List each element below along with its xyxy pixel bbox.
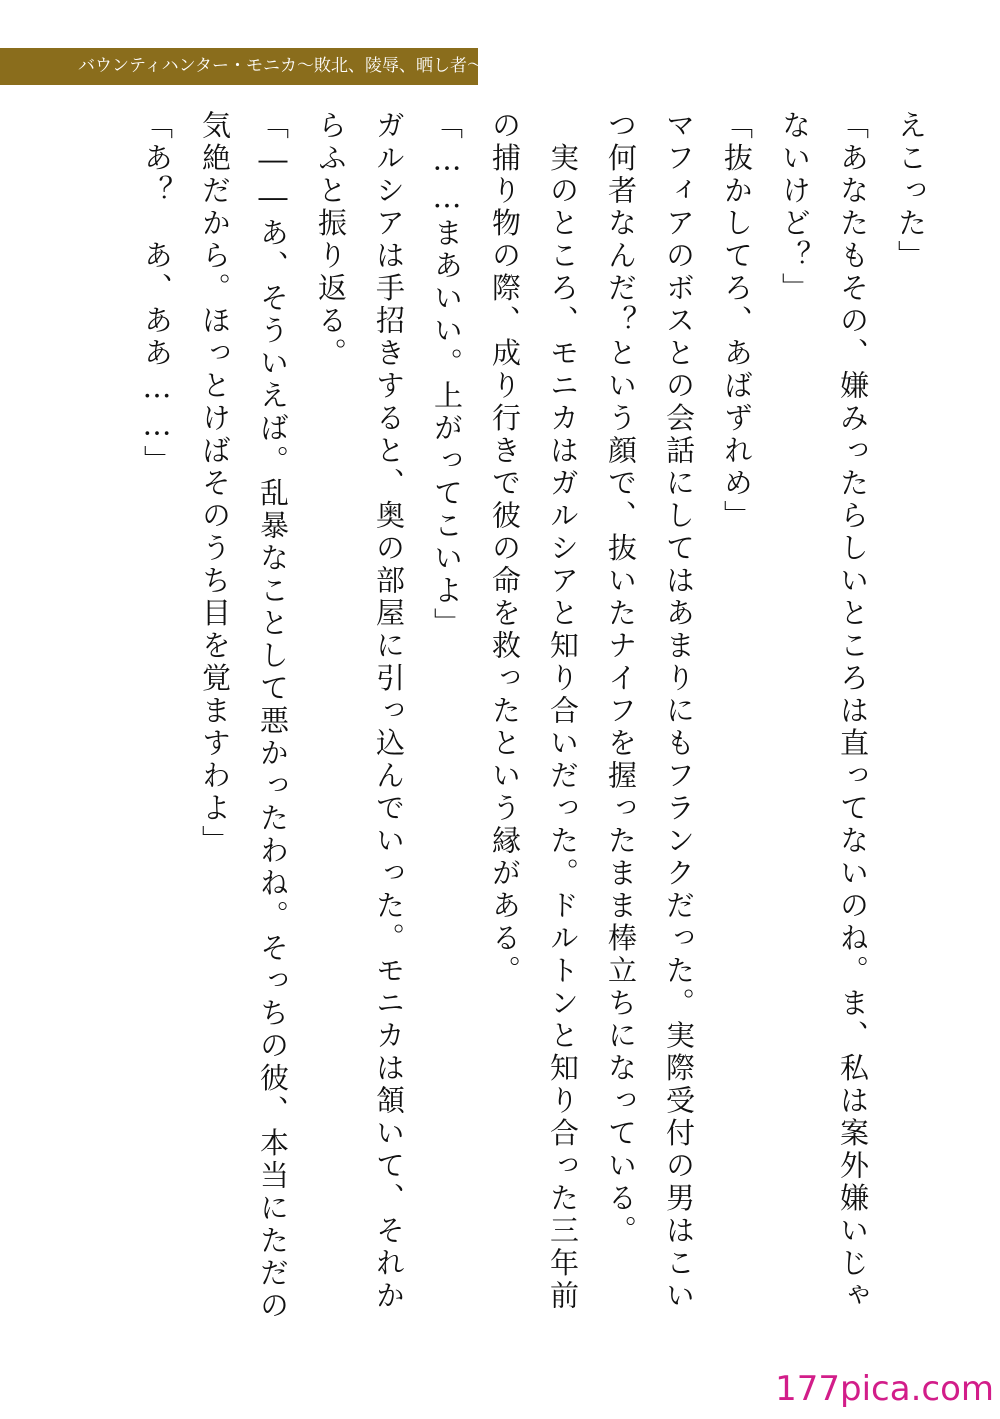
running-header (0, 48, 484, 85)
paragraph: えこった」 (894, 110, 928, 273)
watermark: 177pica.com (775, 1369, 994, 1409)
running-header-title: バウンティハンター・モニカ〜敗北、陵辱、晒し者〜 (78, 56, 484, 76)
paragraph: マフィアのボスとの会話にしてはあまりにもフランクだった。実際受付の男はこいつ何者なんだ？という顔で、抜いたナイフを握ったまま棒立ちになっている。 (604, 110, 696, 1313)
paragraph: 実のところ、モニカはガルシアと知り合いだった。ドルトンと知り合った三年前の捕り物の際、成り行きで彼の命を救ったという縁がある。 (488, 110, 580, 1313)
paragraph: ガルシアは手招きすると、奥の部屋に引っ込んでいった。モニカは頷いて、それからふと振り返る。 (314, 110, 406, 1313)
paragraph: 「抜かしてろ、あばずれめ」 (720, 110, 754, 533)
vertical-body-text (40, 110, 940, 1340)
paragraph: 「――あ、そういえば。乱暴なことして悪かったわね。そっちの彼、本当にただの気絶だから。ほっとけばそのうち目を覚ますわよ」 (198, 110, 290, 1323)
paragraph: 「あ？ あ、ああ……」 (140, 110, 174, 478)
paragraph: 「……まあいい。上がってこいよ」 (430, 110, 464, 640)
paragraph: 「あなたもその、嫌みったらしいところは直ってないのね。ま、私は案外嫌いじゃないけど？」 (778, 110, 870, 1313)
